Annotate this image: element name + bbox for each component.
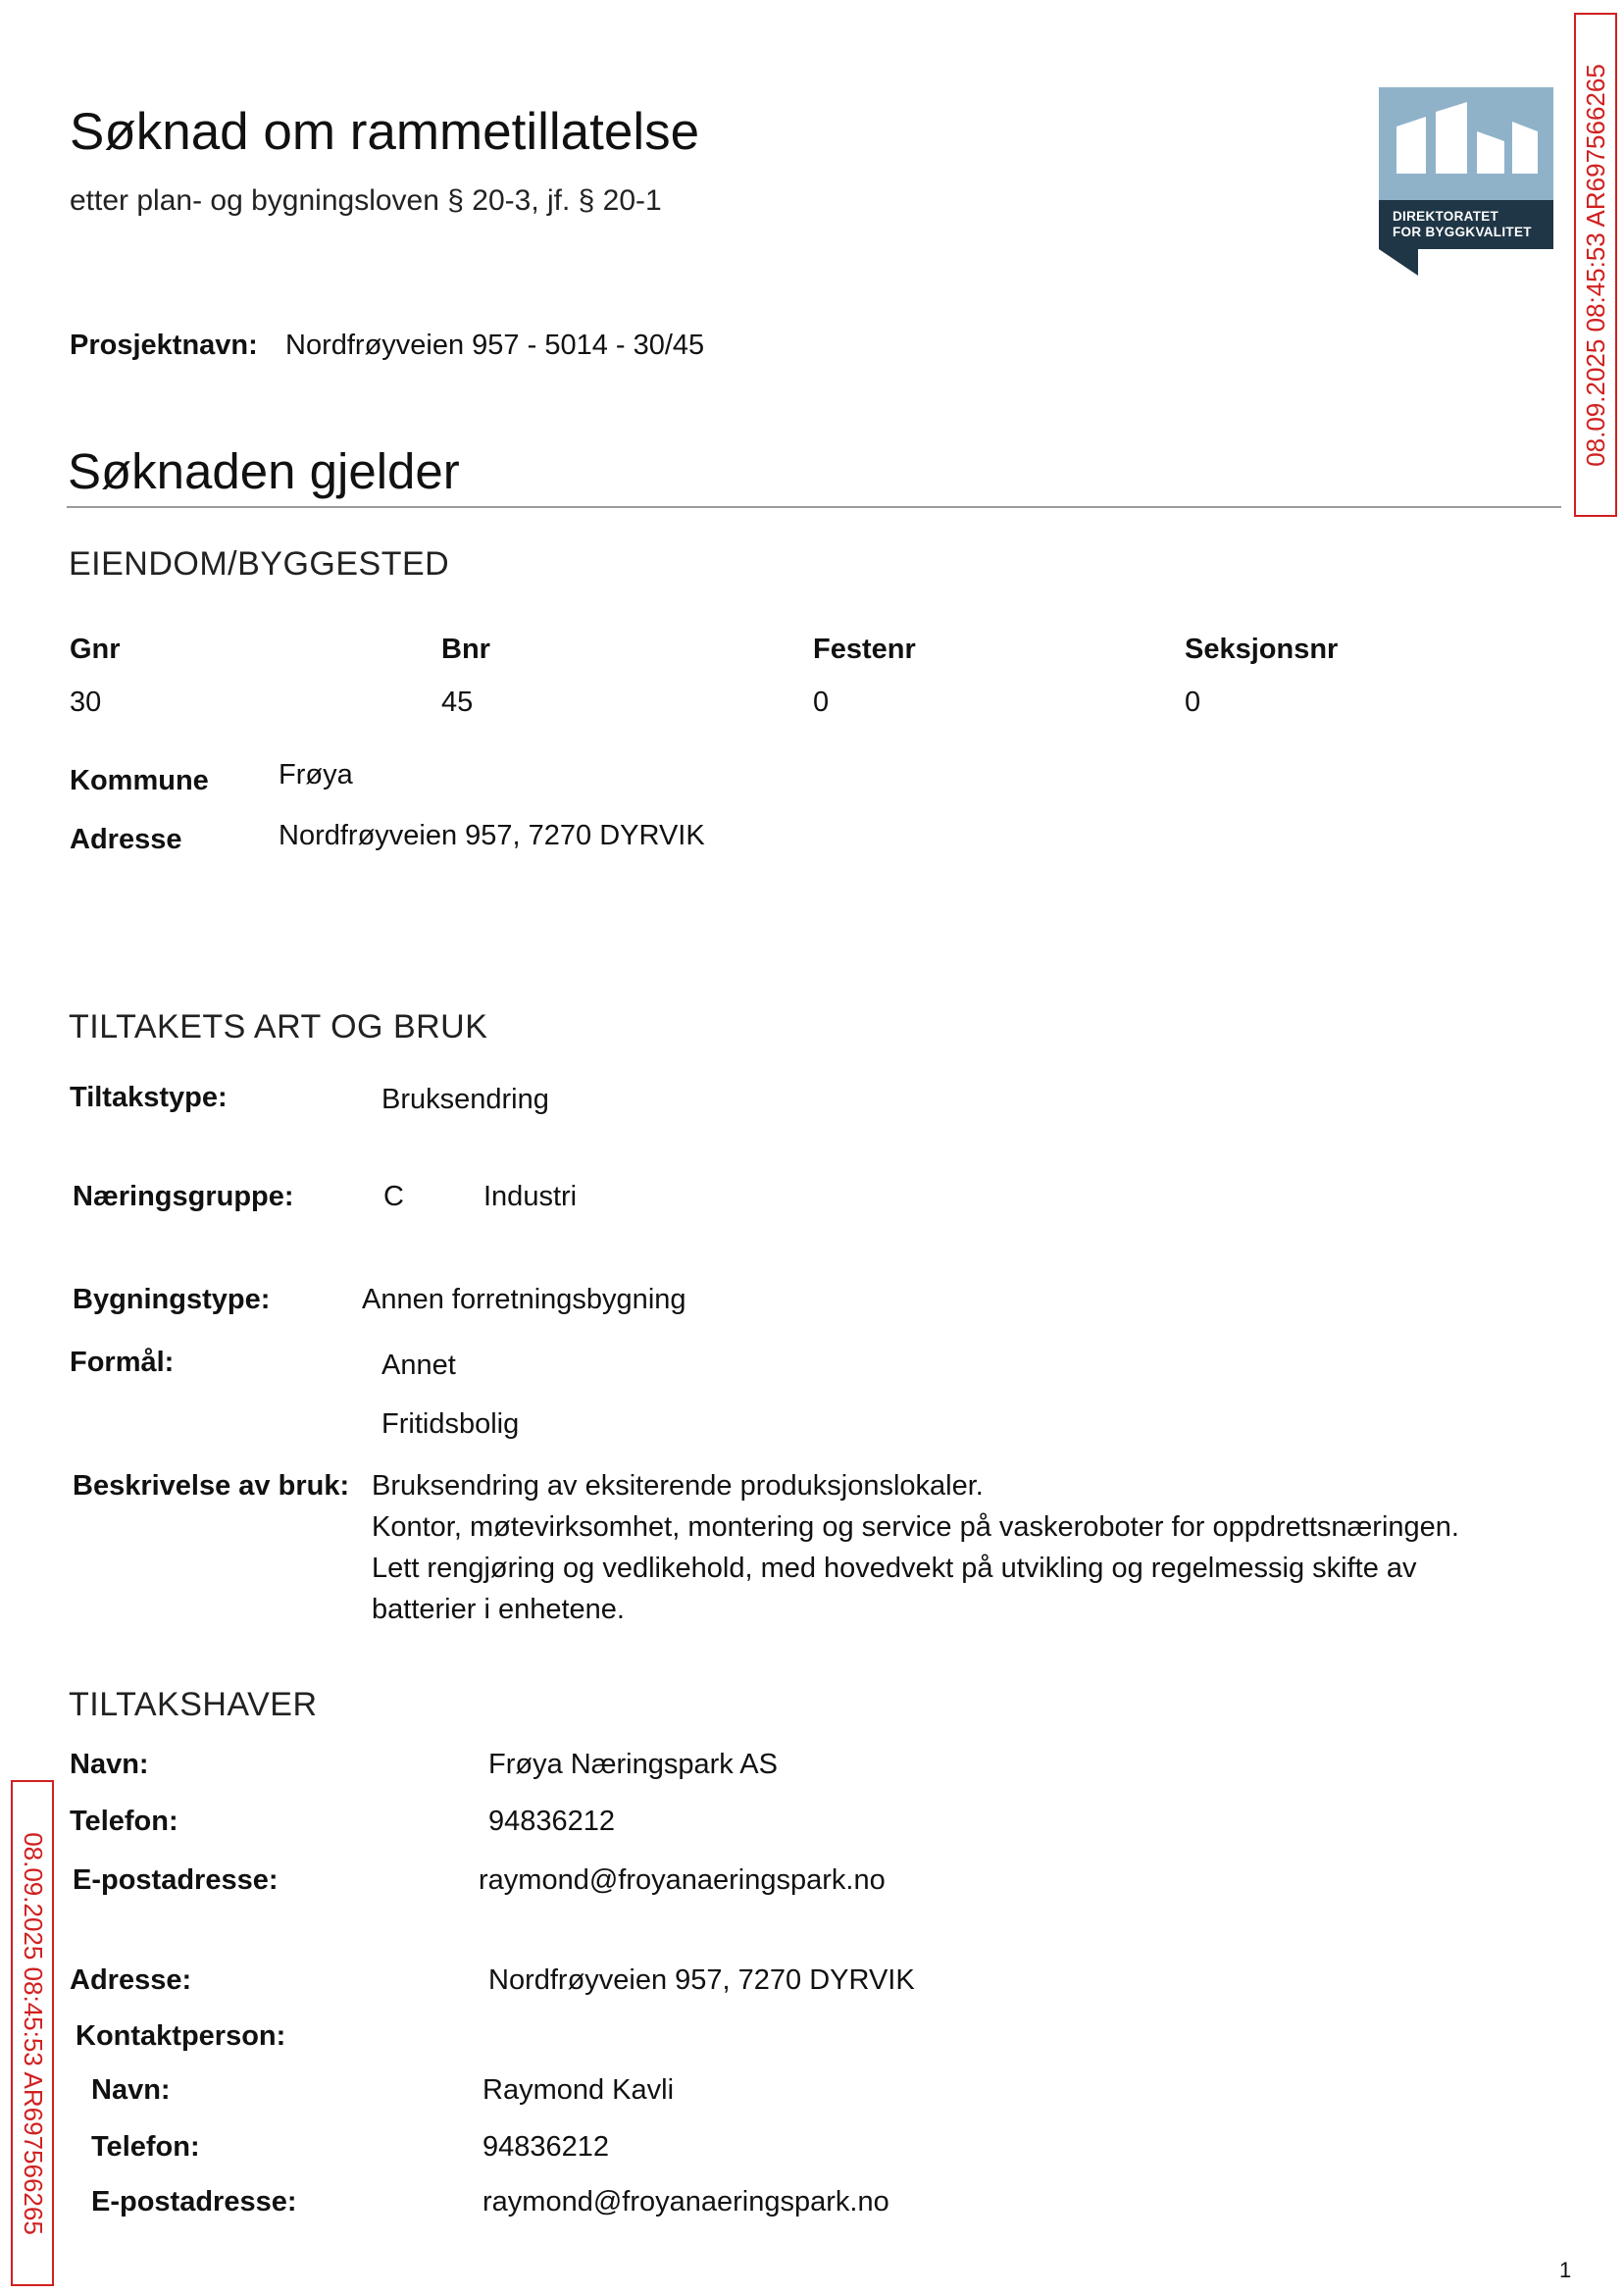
- beskrivelse-line-1: Bruksendring av eksiterende produksjonslokaler.: [372, 1470, 984, 1502]
- naeringsgruppe-label: Næringsgruppe:: [73, 1181, 294, 1212]
- tiltakshaver-heading: TILTAKSHAVER: [69, 1686, 318, 1723]
- dibk-logo: [1379, 87, 1553, 276]
- tiltakstype-value: Bruksendring: [381, 1084, 549, 1115]
- adresse-label: Adresse: [70, 824, 182, 855]
- bnr-value: 45: [441, 687, 474, 718]
- section-divider: [67, 506, 1561, 508]
- beskrivelse-text: [372, 1465, 1459, 1630]
- logo-graphic: [1379, 87, 1553, 276]
- project-value: Nordfrøyveien 957 - 5014 - 30/45: [285, 330, 705, 361]
- naeringsgruppe-code: C: [383, 1181, 404, 1212]
- formaal-value-2: Fritidsbolig: [381, 1408, 520, 1440]
- adresse-value: Nordfrøyveien 957, 7270 DYRVIK: [279, 820, 705, 851]
- received-stamp-bottom: [11, 1780, 54, 2286]
- bygningstype-value: Annen forretningsbygning: [362, 1284, 686, 1315]
- kommune-value: Frøya: [279, 759, 353, 790]
- kp-telefon-label: Telefon:: [91, 2131, 200, 2163]
- th-navn-label: Navn:: [70, 1749, 149, 1780]
- naeringsgruppe-value: Industri: [483, 1181, 578, 1212]
- tiltak-heading: TILTAKETS ART OG BRUK: [69, 1008, 488, 1045]
- seksjonsnr-label: Seksjonsnr: [1185, 634, 1339, 665]
- kp-epost-value: raymond@froyanaeringspark.no: [482, 2186, 889, 2218]
- kontaktperson-label: Kontaktperson:: [76, 2020, 286, 2052]
- stamp-text: 08.09.2025 08:45:53 AR697566265: [1580, 63, 1610, 467]
- section-title: Søknaden gjelder: [68, 443, 460, 499]
- kp-navn-label: Navn:: [91, 2074, 171, 2106]
- beskrivelse-label: Beskrivelse av bruk:: [73, 1470, 350, 1502]
- kp-epost-label: E-postadresse:: [91, 2186, 297, 2218]
- kp-navn-value: Raymond Kavli: [482, 2074, 675, 2106]
- formaal-label: Formål:: [70, 1347, 175, 1378]
- project-label: Prosjektnavn:: [70, 330, 258, 361]
- logo-line1: DIREKTORATET: [1393, 209, 1499, 224]
- page-number: 1: [1559, 2258, 1572, 2282]
- kommune-label: Kommune: [70, 765, 209, 796]
- eiendom-heading: EIENDOM/BYGGESTED: [69, 545, 450, 583]
- beskrivelse-line-2: Kontor, møtevirksomhet, montering og service på vaskeroboter for oppdrettsnæringen.: [372, 1511, 1459, 1543]
- gnr-value: 30: [70, 687, 102, 718]
- festenr-value: 0: [813, 687, 830, 718]
- festenr-label: Festenr: [813, 634, 916, 665]
- kp-telefon-value: 94836212: [482, 2131, 610, 2163]
- th-adresse-value: Nordfrøyveien 957, 7270 DYRVIK: [488, 1964, 915, 1996]
- bnr-label: Bnr: [441, 634, 490, 665]
- tiltakstype-label: Tiltakstype:: [70, 1082, 228, 1113]
- document-subtitle: etter plan- og bygningsloven § 20-3, jf. § 20-1: [70, 184, 662, 217]
- received-stamp-top: [1574, 13, 1617, 517]
- th-epost-value: raymond@froyanaeringspark.no: [479, 1864, 886, 1896]
- th-navn-value: Frøya Næringspark AS: [488, 1749, 778, 1780]
- gnr-label: Gnr: [70, 634, 121, 665]
- logo-line2: FOR BYGGKVALITET: [1393, 225, 1532, 239]
- stamp-text: 08.09.2025 08:45:53 AR697566265: [18, 1831, 48, 2235]
- th-telefon-value: 94836212: [488, 1806, 616, 1837]
- th-epost-label: E-postadresse:: [73, 1864, 279, 1896]
- th-adresse-label: Adresse:: [70, 1964, 192, 1996]
- document-title: Søknad om rammetillatelse: [70, 103, 700, 161]
- bygningstype-label: Bygningstype:: [73, 1284, 271, 1315]
- beskrivelse-line-4: batterier i enhetene.: [372, 1594, 625, 1625]
- formaal-value-1: Annet: [381, 1350, 456, 1381]
- beskrivelse-line-3: Lett rengjøring og vedlikehold, med hovedvekt på utvikling og regelmessig skifte av: [372, 1553, 1417, 1584]
- th-telefon-label: Telefon:: [70, 1806, 178, 1837]
- seksjonsnr-value: 0: [1185, 687, 1201, 718]
